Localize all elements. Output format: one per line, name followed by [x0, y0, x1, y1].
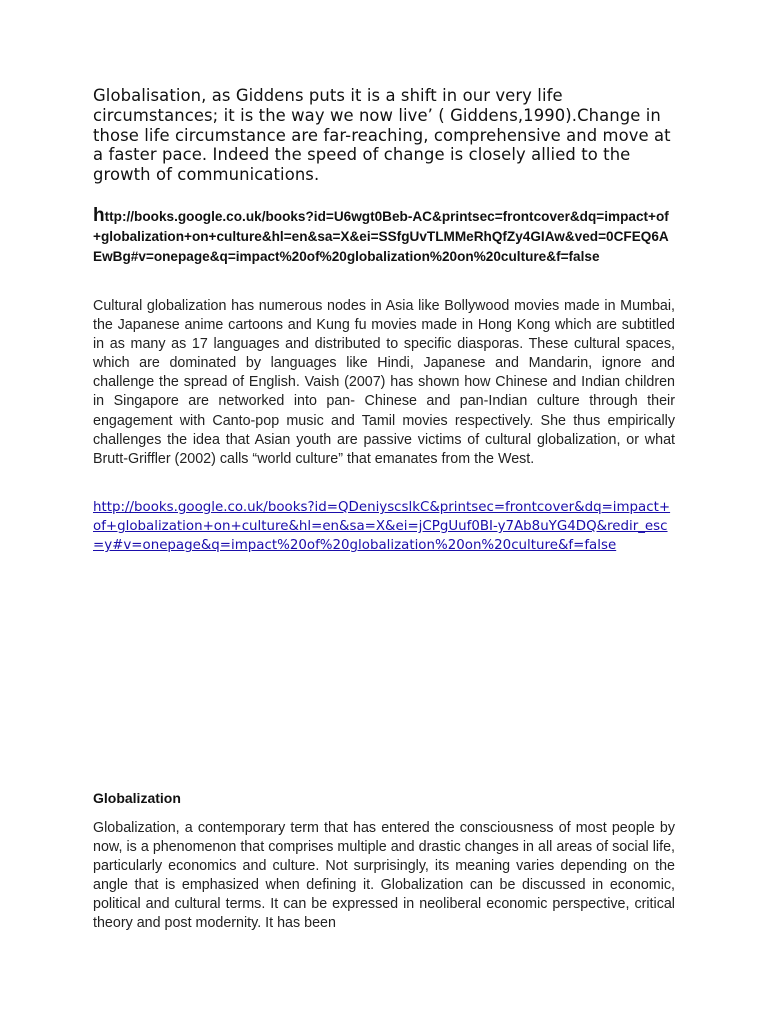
- intro-source-url: [93, 206, 675, 266]
- section-heading: Globalization: [93, 790, 181, 806]
- intro-paragraph: Globalisation, as Giddens puts it is a shift in our very life circumstances; it is the way we now live’ ( Giddens,1990).Change in those life circumstance are far-reaching, comprehensive and move at a faster pace. Indeed the speed of change is closely allied to the growth of communications.: [93, 86, 671, 185]
- cultural-globalization-paragraph: Cultural globalization has numerous nodes in Asia like Bollywood movies made in Mumbai, the Japanese anime cartoons and Kung fu movies made in Hong Kong which are subtitled in as many as 17 languages and distributed to specific diasporas. These cultural spaces, which are dominated by languages like Hindi, Japanese and Mandarin, ignore and challenge the spread of English. Vaish (2007) has shown how Chinese and Indian children in Singapore are networked into pan- Chinese and pan-Indian culture through their engagement with Canto-pop music and Tamil movies respectively. She thus empirically challenges the idea that Asian youth are passive victims of cultural globalization, or what Brutt-Griffler (2002) calls “world culture” that emanates from the West.: [93, 298, 675, 467]
- google-books-link[interactable]: http://books.google.co.uk/books?id=QDeniyscslkC&printsec=frontcover&dq=impact+of+globalization+on+culture&hl=en&sa=X&ei=jCPgUuf0BI-y7Ab8uYG4DQ&redir_esc=y#v=onepage&q=impact%20of%20globalization%20on%20culture&f=false: [93, 500, 671, 553]
- intro-url-first-letter: h: [93, 205, 105, 226]
- intro-url-rest: ttp://books.google.co.uk/books?id=U6wgt0Beb-AC&printsec=frontcover&dq=impact+of+globalization+on+culture&hl=en&sa=X&ei=SSfgUvTLMMeRhQfZy4GIAw&ved=0CFEQ6AEwBg#v=onepage&q=impact%20of%20globalization%20on%20culture&f=false: [93, 209, 669, 264]
- globalization-paragraph: Globalization, a contemporary term that has entered the consciousness of most people by now, is a phenomenon that comprises multiple and drastic changes in all areas of social life, particularly economics and culture. Not surprisingly, its meaning varies depending on the angle that is emphasized when defining it. Globalization can be discussed in economic, political and cultural terms. It can be expressed in neoliberal economic perspective, critical theory and post modernity. It has been: [93, 820, 675, 932]
